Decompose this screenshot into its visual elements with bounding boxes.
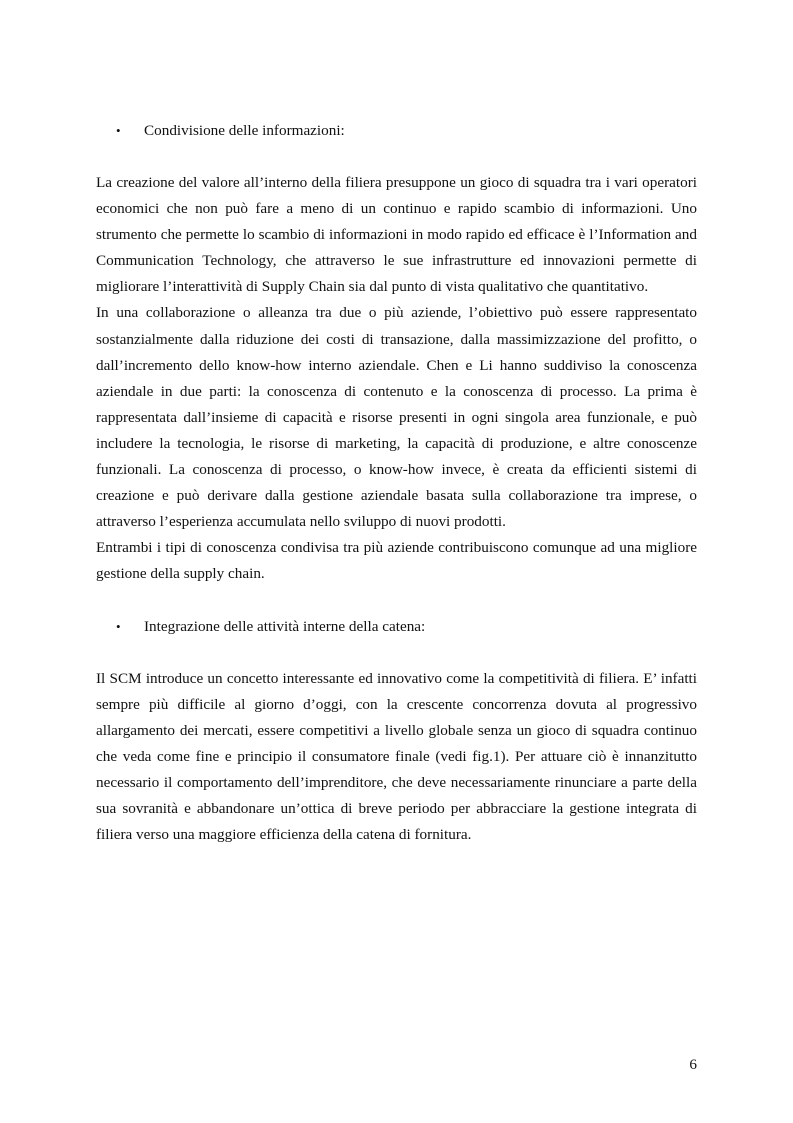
spacer bbox=[96, 640, 697, 666]
paragraph: Il SCM introduce un concetto interessante ed innovativo come la competitività di filiera. E’ infatti sempre più difficile al giorno d’oggi, con la crescente concorrenza dovuta al progressivo allargamento dei mercati, essere competitivi a livello globale senza un gioco di squadra continuo che veda come fine e principio il consumatore finale (vedi fig.1). Per attuare ciò è innanzitutto necessario il comportamento dell’imprenditore, che deve necessariamente rinunciare a parte della sua sovranità e abbandonare un’ottica di breve periodo per abbracciare la gestione integrata di filiera verso una maggiore efficienza della catena di fornitura. bbox=[96, 669, 697, 844]
bullet-icon: • bbox=[116, 123, 121, 138]
paragraph: La creazione del valore all’interno della filiera presuppone un gioco di squadra tra i vari operatori economici che non può fare a meno di un continuo e rapido scambio di informazioni. Uno strumento che permette lo scambio di informazioni in modo rapido ed efficace è l’Information and Communication Technology, che attraverso le sue infrastrutture ed innovazioni permette di migliorare l’interattività di Supply Chain sia dal punto di vista qualitativo che quantitativo. bbox=[96, 174, 697, 296]
spacer bbox=[96, 588, 697, 614]
bullet-heading-info-sharing bbox=[116, 118, 697, 144]
page-number: 6 bbox=[689, 1056, 697, 1073]
bullet-heading-chain-integration bbox=[116, 614, 697, 640]
bullet-heading-text: Integrazione delle attività interne della catena: bbox=[144, 617, 426, 635]
paragraph: In una collaborazione o alleanza tra due o più aziende, l’obiettivo può essere rappresentato sostanzialmente dalla riduzione dei costi di transazione, dalla massimizzazione del profitto, o dall’incremento dello know-how interno aziendale. Chen e Li hanno suddiviso la conoscenza aziendale in due parti: la conoscenza di contenuto e la conoscenza di processo. La prima è rappresentata dall’insieme di capacità e risorse presenti in ogni singola area funzionale, e può includere la tecnologia, le risorse di marketing, la capacità di produzione, e altre conoscenze funzionali. La conoscenza di processo, o know-how invece, è creata da efficienti sistemi di creazione e può derivare dalla gestione aziendale basata sulla collaborazione tra imprese, o attraverso l’esperienza accumulata nello sviluppo di nuovi prodotti. bbox=[96, 304, 697, 531]
bullet-icon: • bbox=[116, 618, 121, 634]
spacer bbox=[96, 144, 697, 170]
paragraph: Entrambi i tipi di conoscenza condivisa tra più aziende contribuiscono comunque ad una migliore gestione della supply chain. bbox=[96, 539, 697, 583]
bullet-heading-text: Condivisione delle informazioni: bbox=[144, 122, 345, 139]
page-content bbox=[96, 118, 697, 848]
